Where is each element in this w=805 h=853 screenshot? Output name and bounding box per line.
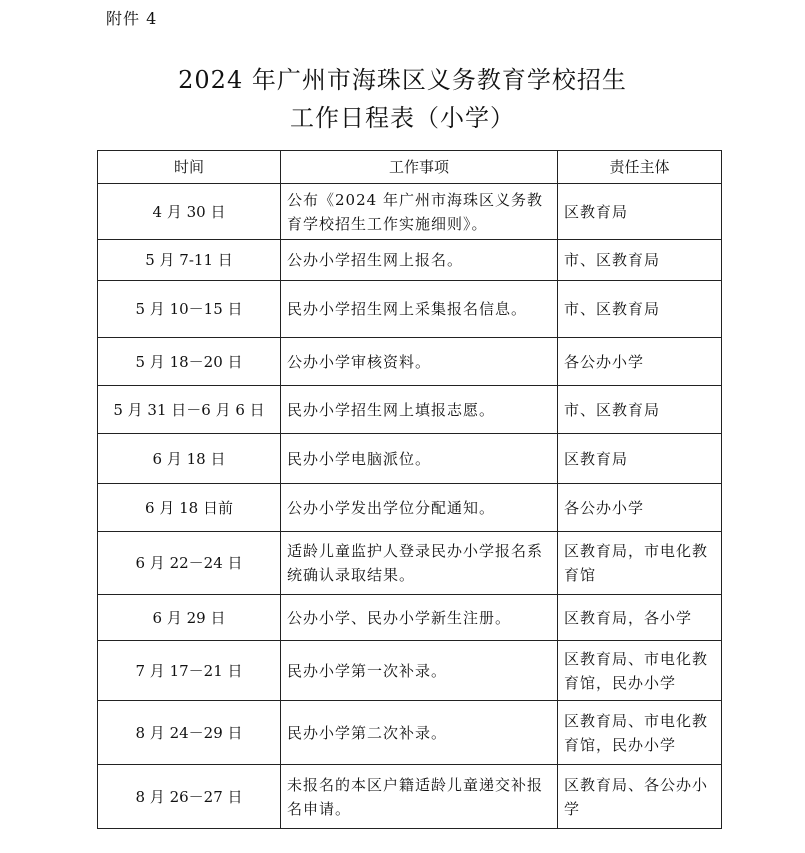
schedule-table (97, 150, 722, 829)
table-row (98, 281, 722, 338)
table-row (98, 641, 722, 701)
attachment-label: 附件 4 (106, 9, 158, 28)
cell-owner: 市、区教育局 (558, 386, 722, 434)
cell-time: 8 月 26－27 日 (98, 765, 281, 829)
table-row (98, 338, 722, 386)
table-row (98, 595, 722, 641)
table-header-row (98, 151, 722, 184)
cell-task: 民办小学第一次补录。 (281, 641, 558, 701)
cell-owner: 区教育局 (558, 184, 722, 240)
cell-time: 5 月 31 日－6 月 6 日 (98, 386, 281, 434)
cell-task: 民办小学第二次补录。 (281, 701, 558, 765)
header-time: 时间 (98, 151, 281, 184)
table-row (98, 532, 722, 595)
cell-time: 6 月 22－24 日 (98, 532, 281, 595)
cell-time: 6 月 18 日前 (98, 484, 281, 532)
table-row (98, 386, 722, 434)
cell-owner: 区教育局，各小学 (558, 595, 722, 641)
cell-owner: 区教育局、市电化教育馆，民办小学 (558, 701, 722, 765)
table-row (98, 240, 722, 281)
cell-task: 公办小学发出学位分配通知。 (281, 484, 558, 532)
table-row (98, 765, 722, 829)
cell-owner: 区教育局、各公办小学 (558, 765, 722, 829)
cell-time: 8 月 24－29 日 (98, 701, 281, 765)
cell-owner: 市、区教育局 (558, 240, 722, 281)
document-title-line2: 工作日程表（小学） (290, 104, 515, 132)
cell-time: 5 月 18－20 日 (98, 338, 281, 386)
cell-owner: 市、区教育局 (558, 281, 722, 338)
cell-task: 适龄儿童监护人登录民办小学报名系统确认录取结果。 (281, 532, 558, 595)
cell-task: 民办小学电脑派位。 (281, 434, 558, 484)
cell-time: 7 月 17－21 日 (98, 641, 281, 701)
cell-task: 公办小学、民办小学新生注册。 (281, 595, 558, 641)
cell-owner: 各公办小学 (558, 338, 722, 386)
table-row (98, 484, 722, 532)
cell-owner: 各公办小学 (558, 484, 722, 532)
cell-time: 6 月 18 日 (98, 434, 281, 484)
cell-time: 5 月 10－15 日 (98, 281, 281, 338)
cell-owner: 区教育局，市电化教育馆 (558, 532, 722, 595)
cell-task: 公办小学招生网上报名。 (281, 240, 558, 281)
cell-time: 4 月 30 日 (98, 184, 281, 240)
document-title-line1: 2024 年广州市海珠区义务教育学校招生 (178, 66, 627, 94)
cell-owner: 区教育局、市电化教育馆，民办小学 (558, 641, 722, 701)
cell-time: 6 月 29 日 (98, 595, 281, 641)
cell-time: 5 月 7-11 日 (98, 240, 281, 281)
header-owner: 责任主体 (558, 151, 722, 184)
cell-task: 民办小学招生网上填报志愿。 (281, 386, 558, 434)
cell-task: 公布《2024 年广州市海珠区义务教育学校招生工作实施细则》。 (281, 184, 558, 240)
table-row (98, 434, 722, 484)
cell-task: 未报名的本区户籍适龄儿童递交补报名申请。 (281, 765, 558, 829)
header-task: 工作事项 (281, 151, 558, 184)
table-row (98, 184, 722, 240)
cell-task: 民办小学招生网上采集报名信息。 (281, 281, 558, 338)
cell-task: 公办小学审核资料。 (281, 338, 558, 386)
table-row (98, 701, 722, 765)
cell-owner: 区教育局 (558, 434, 722, 484)
